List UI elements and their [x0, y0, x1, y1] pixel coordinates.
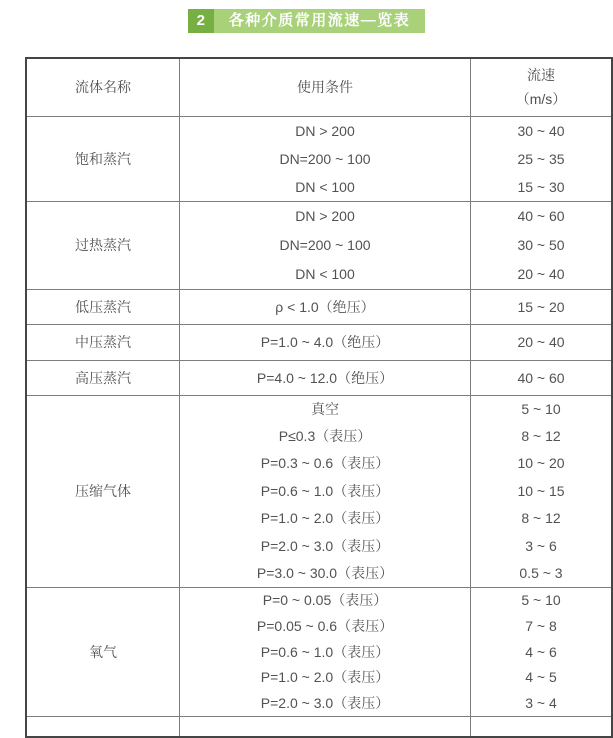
speed-line: 15 ~ 20 [517, 298, 565, 315]
condition-line: DN > 200 [295, 208, 355, 225]
condition-line: P=0.3 ~ 0.6（表压） [260, 455, 390, 472]
section-number-badge: 2 [188, 9, 214, 33]
fluid-name-cell: 中压蒸汽 [26, 324, 180, 360]
cut-off-row [26, 717, 612, 737]
speed-line: 15 ~ 30 [517, 179, 565, 196]
speed-cell [471, 588, 613, 717]
fluid-row [26, 324, 612, 360]
condition-line: P=1.0 ~ 2.0（表压） [260, 510, 390, 527]
speed-line: 40 ~ 60 [517, 369, 565, 386]
speed-cell [471, 202, 613, 289]
condition-cell [180, 395, 471, 588]
condition-cell [180, 360, 471, 395]
speed-line: 25 ~ 35 [517, 150, 565, 167]
condition-line: P=0.6 ~ 1.0（表压） [260, 643, 390, 660]
speed-cell [471, 289, 613, 324]
speed-line: 3 ~ 4 [525, 694, 557, 711]
condition-cell [180, 588, 471, 717]
speed-cell [471, 360, 613, 395]
fluid-name-cell: 饱和蒸汽 [26, 116, 180, 202]
speed-line: 5 ~ 10 [521, 400, 561, 417]
condition-line: P=1.0 ~ 4.0（绝压） [260, 333, 390, 350]
speed-line: 5 ~ 10 [521, 592, 561, 609]
speed-cell [471, 116, 613, 202]
fluid-name-cell: 过热蒸汽 [26, 202, 180, 289]
column-header-speed-unit: （m/s） [515, 91, 567, 108]
speed-line: 10 ~ 15 [517, 482, 565, 499]
fluid-name-cell: 高压蒸汽 [26, 360, 180, 395]
fluid-row [26, 395, 612, 588]
condition-line: P=4.0 ~ 12.0（绝压） [256, 369, 394, 386]
column-header-condition: 使用条件 [180, 58, 471, 116]
condition-line: ρ < 1.0（绝压） [275, 298, 375, 315]
fluid-name-cell: 压缩气体 [26, 395, 180, 588]
condition-line: DN=200 ~ 100 [279, 150, 371, 167]
speed-line: 7 ~ 8 [525, 617, 557, 634]
speed-cell [471, 395, 613, 588]
speed-line: 10 ~ 20 [517, 455, 565, 472]
condition-line: 真空 [311, 400, 339, 417]
condition-cell [180, 116, 471, 202]
cut-off-cell [26, 717, 180, 737]
condition-cell [180, 289, 471, 324]
column-header-fluid-name: 流体名称 [26, 58, 180, 116]
condition-cell [180, 202, 471, 289]
speed-line: 8 ~ 12 [521, 427, 561, 444]
condition-line: DN > 200 [295, 122, 355, 139]
column-header-speed [471, 58, 613, 116]
flow-rate-table [25, 57, 613, 738]
speed-line: 20 ~ 40 [517, 265, 565, 282]
fluid-name-cell: 低压蒸汽 [26, 289, 180, 324]
section-title: 各种介质常用流速—览表 [214, 9, 426, 33]
condition-line: P=1.0 ~ 2.0（表压） [260, 669, 390, 686]
speed-line: 20 ~ 40 [517, 333, 565, 350]
cut-off-cell [180, 717, 471, 737]
condition-line: P=0.6 ~ 1.0（表压） [260, 482, 390, 499]
condition-line: P≤0.3（表压） [278, 427, 372, 444]
fluid-row [26, 202, 612, 289]
cut-off-cell [471, 717, 613, 737]
condition-line: P=2.0 ~ 3.0（表压） [260, 694, 390, 711]
speed-line: 40 ~ 60 [517, 208, 565, 225]
fluid-row [26, 289, 612, 324]
column-header-speed-label: 流速 [527, 67, 555, 84]
speed-line: 30 ~ 50 [517, 237, 565, 254]
condition-line: DN < 100 [295, 179, 355, 196]
speed-line: 4 ~ 6 [525, 643, 557, 660]
speed-line: 8 ~ 12 [521, 510, 561, 527]
condition-line: DN=200 ~ 100 [279, 237, 371, 254]
fluid-row [26, 116, 612, 202]
speed-cell [471, 324, 613, 360]
condition-cell [180, 324, 471, 360]
speed-line: 0.5 ~ 3 [519, 564, 563, 581]
speed-line: 30 ~ 40 [517, 122, 565, 139]
fluid-row [26, 360, 612, 395]
speed-line: 3 ~ 6 [525, 537, 557, 554]
condition-line: P=2.0 ~ 3.0（表压） [260, 537, 390, 554]
section-header [0, 0, 613, 33]
condition-line: P=0.05 ~ 0.6（表压） [256, 617, 394, 634]
fluid-name-cell: 氧气 [26, 588, 180, 717]
table-header-row [26, 58, 612, 116]
condition-line: P=0 ~ 0.05（表压） [262, 592, 388, 609]
fluid-row [26, 588, 612, 717]
speed-line: 4 ~ 5 [525, 669, 557, 686]
condition-line: DN < 100 [295, 265, 355, 282]
condition-line: P=3.0 ~ 30.0（表压） [256, 564, 394, 581]
